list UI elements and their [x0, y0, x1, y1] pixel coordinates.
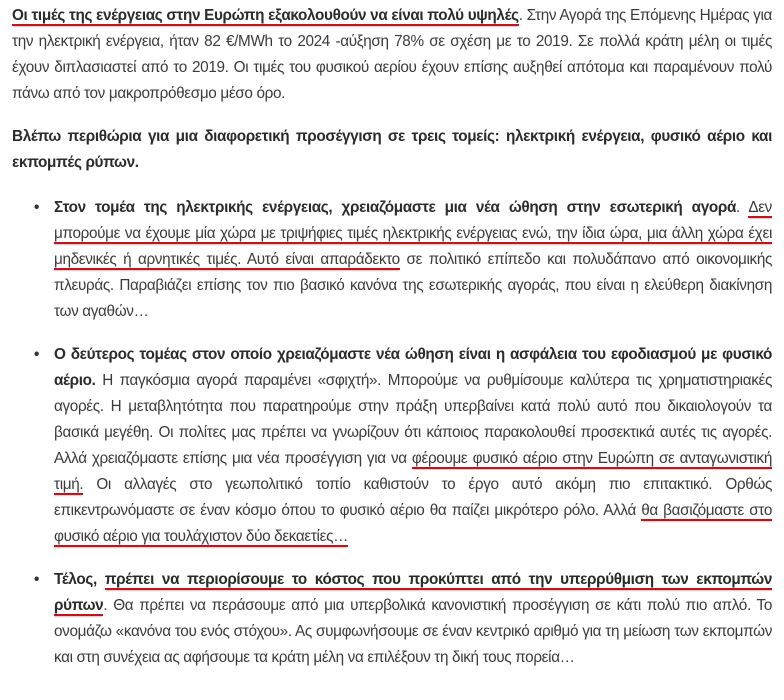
highlighted-heading: πρέπει να περιορίσουμε το κόστος που προκύπτει από την υπερρύθμιση των εκπομπών ρύπων	[54, 571, 772, 614]
item-text: . Θα πρέπει να περάσουμε από μια υπερβολικά κανονιστική προσέγγιση σε κάτι πολύ πιο απλό. Το ονομάζω «κανόνα του ενός στόχου». Ας συμφωνήσουμε σε έναν κεντρικό αριθμό για τη μείωση των εκπομπών και στη συνέχεια ας αφήσουμε τα κράτη μέλη να επιλέξουν τη δική τους πορεία…	[54, 597, 772, 666]
item-heading: Ο δεύτερος τομέας στον οποίο χρειαζόμαστε νέα ώθηση είναι η ασφάλεια του εφοδιασμού με φυσικό αέριο.	[54, 346, 772, 389]
highlighted-text: φέρουμε φυσικό αέριο στην Ευρώπη σε ανταγωνιστική τιμή.	[54, 450, 772, 493]
document-body	[12, 0, 772, 671]
item-text: Η παγκόσμια αγορά παραμένει «σφιχτή». Μπορούμε να ρυθμίσουμε καλύτερα τις χρηματιστηριακές αγορές. Η μεταβλητότητα που παρατηρούμε στην πράξη υπερβαίνει κατά πολύ αυτό που δικαιολογούν τα βασικά μεγέθη. Οι πολίτες μας πρέπει να γνωρίζουν ότι κάποιος παρακολουθεί προσεκτικά αυτές τις αγορές. Αλλά χρειαζόμαστε επίσης μια νέα προσέγγιση για να	[54, 372, 772, 467]
sectors-list	[12, 195, 772, 671]
punctuation: .	[736, 199, 749, 216]
sectors-paragraph: Βλέπω περιθώρια για μια διαφορετική προσέγγιση σε τρεις τομείς: ηλεκτρική ενέργεια, φυσικό αέριο και εκπομπές ρύπων.	[12, 128, 772, 171]
list-item-emissions	[12, 567, 772, 671]
item-heading: Στον τομέα της ηλεκτρικής ενέργειας, χρειαζόμαστε μια νέα ώθηση στην εσωτερική αγορά	[54, 199, 737, 216]
highlighted-text: θα βασιζόμαστε στο φυσικό αέριο για τουλάχιστον δύο δεκαετίες…	[54, 502, 773, 545]
bullet-icon: •	[34, 199, 40, 216]
item-text: Οι αλλαγές στο γεωπολιτικό τοπίο καθιστούν το έργο αυτό ακόμη πιο επιτακτικό. Ορθώς επικεντρωνόμαστε σε έναν κόσμο όπου το φυσικό αέριο θα παίζει μικρότερο ρόλο. Αλλά	[54, 476, 772, 519]
highlighted-text: Δεν μπορούμε να έχουμε μία χώρα με τριψήφιες τιμές ηλεκτρικής ενέργειας ενώ, την ίδια ώρα, μια άλλη χώρα έχει μηδενικές ή αρνητικές τιμές. Αυτό είναι απαράδεκτο	[54, 199, 772, 268]
item-heading: Τέλος,	[54, 571, 105, 588]
highlighted-lead: Οι τιμές της ενέργειας στην Ευρώπη εξακολουθούν να είναι πολύ υψηλές	[12, 7, 519, 24]
bullet-icon: •	[34, 571, 40, 588]
list-item-gas	[12, 342, 772, 550]
list-item-electricity	[12, 195, 772, 325]
bullet-icon: •	[34, 346, 40, 363]
intro-paragraph	[12, 3, 772, 107]
intro-text: . Στην Αγορά της Επόμενης Ημέρας για την ηλεκτρική ενέργεια, ήταν 82 €/MWh το 2024 -αύξηση 78% σε σχέση με το 2019. Σε πολλά κράτη μέλη οι τιμές έχουν διπλασιαστεί από το 2019. Οι τιμές του φυσικού αερίου έχουν επίσης αυξηθεί απότομα και παραμένουν πολύ πάνω από τον μακροπρόθεσμο μέσο όρο.	[12, 7, 772, 102]
item-text: σε πολιτικό επίπεδο και πολυδάπανο από οικονομικής πλευράς. Παραβιάζει επίσης τον πιο βασικό κανόνα της εσωτερικής αγοράς, που είναι η ελεύθερη διακίνηση των αγαθών…	[54, 251, 772, 320]
